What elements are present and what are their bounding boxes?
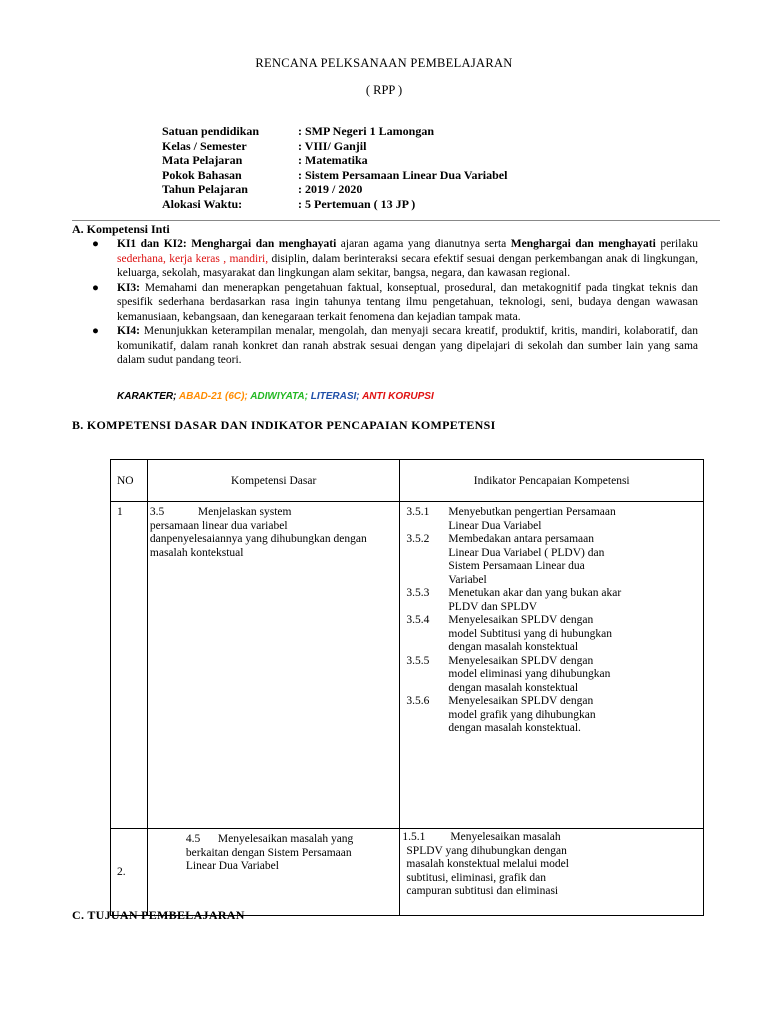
- indicator-item: 3.5.5 Menyelesaikan SPLDV dengan model eliminasi yang dihubungkan dengan masalah konstektual: [406, 654, 611, 694]
- document-title: RENCANA PELKSANAAN PEMBELAJARAN: [255, 56, 513, 70]
- section-c-title: C. TUJUAN PEMBELAJARAN: [72, 908, 245, 922]
- tag-karakter: KARAKTER;: [117, 391, 177, 402]
- table-row: [111, 829, 704, 916]
- row2-indicators: 1.5.1 Menyelesaikan masalah SPLDV yang dihubungkan dengan masalah konstektual melalui model subtitusi, eliminasi, grafik dan campuran subtitusi dan eliminasi: [400, 829, 704, 916]
- row1-no: 1: [111, 502, 148, 829]
- indicator-item: 3.5.4 Menyelesaikan SPLDV dengan model Subtitusi yang di hubungkan dengan masalah konstektual: [406, 614, 612, 653]
- row2-kd: 4.5 Menyelesaikan masalah yang berkaitan dengan Sistem Persamaan Linear Dua Variabel: [147, 829, 400, 916]
- row2-no: 2.: [111, 829, 148, 916]
- document-subtitle: ( RPP ): [365, 83, 403, 97]
- header-ipk: Indikator Pencapaian Kompetensi: [400, 460, 704, 502]
- ki-list: [92, 237, 698, 368]
- karakter-tags: [117, 391, 434, 402]
- row1-kd: 3.5 Menjelaskan system persamaan linear dua variabel danpenyelesaiannya yang dihubungkan dengan masalah kontekstual: [147, 502, 400, 829]
- header-no: NO: [111, 460, 148, 502]
- ki3-item: ● KI3: Memahami dan menerapkan pengetahuan faktual, konseptual, prosedural, dan metakognitif pada tingkat teknis dan spesifik sederhana berdasarkan rasa ingin tahunya tentang ilmu pengetahuan, teknologi, seni, budaya dengan wawasan kemanusiaan, kebangsaan, dan kenegaraan terkait fenomena dan kejadian tampak mata.: [92, 281, 698, 323]
- tag-abad21: ABAD-21 (6C);: [178, 391, 248, 402]
- indicator-item: 3.5.3 Menetukan akar dan yang bukan akar PLDV dan SPLDV: [406, 587, 622, 613]
- bullet-icon: ●: [92, 238, 99, 250]
- row1-indicators: [400, 502, 704, 829]
- divider: [72, 220, 720, 221]
- indicator-item: 3.5.6 Menyelesaikan SPLDV dengan model grafik yang dihubungkan dengan masalah konstektual.: [406, 695, 596, 734]
- ki1-item: ● KI1 dan KI2: Menghargai dan menghayati ajaran agama yang dianutnya serta Menghargai dan menghayati perilaku sederhana, kerja keras , mandiri, disiplin, dalam berinteraksi secara efektif sesuai dengan perkembangan anak di lingkungan, keluarga, sekolah, masyarakat dan lingkungan alam sekitar, bangsa, negara, dan kawasan regional.: [92, 238, 698, 279]
- indicator-item: 3.5.2 Membedakan antara persamaan Linear Dua Variabel ( PLDV) dan Sistem Persamaan Linear dua Variabel: [406, 533, 605, 586]
- header-kd: Kompetensi Dasar: [147, 460, 400, 502]
- bullet-icon: ●: [92, 325, 99, 337]
- tag-anti-korupsi: ANTI KORUPSI: [362, 391, 434, 402]
- tag-literasi: LITERASI;: [310, 391, 360, 402]
- section-a-title: A. Kompetensi Inti: [72, 222, 170, 236]
- kompetensi-table: [110, 459, 704, 916]
- table-header-row: [111, 460, 704, 502]
- tag-adiwiyata: ADIWIYATA;: [250, 391, 308, 402]
- bullet-icon: ●: [92, 281, 99, 294]
- indicator-item: 3.5.1 Menyebutkan pengertian Persamaan Linear Dua Variabel: [406, 506, 616, 532]
- ki4-item: ● KI4: Menunjukkan keterampilan menalar, mengolah, dan menyaji secara kreatif, produktif, kritis, mandiri, kolaboratif, dan komunikatif, dalam ranah konkret dan ranah abstrak sesuai dengan yang dipelajari di sekolah dan sumber lain yang sama dalam sudut pandang teori.: [92, 325, 698, 366]
- section-b-title: B. KOMPETENSI DASAR DAN INDIKATOR PENCAPAIAN KOMPETENSI: [72, 418, 496, 432]
- table-row: [111, 502, 704, 829]
